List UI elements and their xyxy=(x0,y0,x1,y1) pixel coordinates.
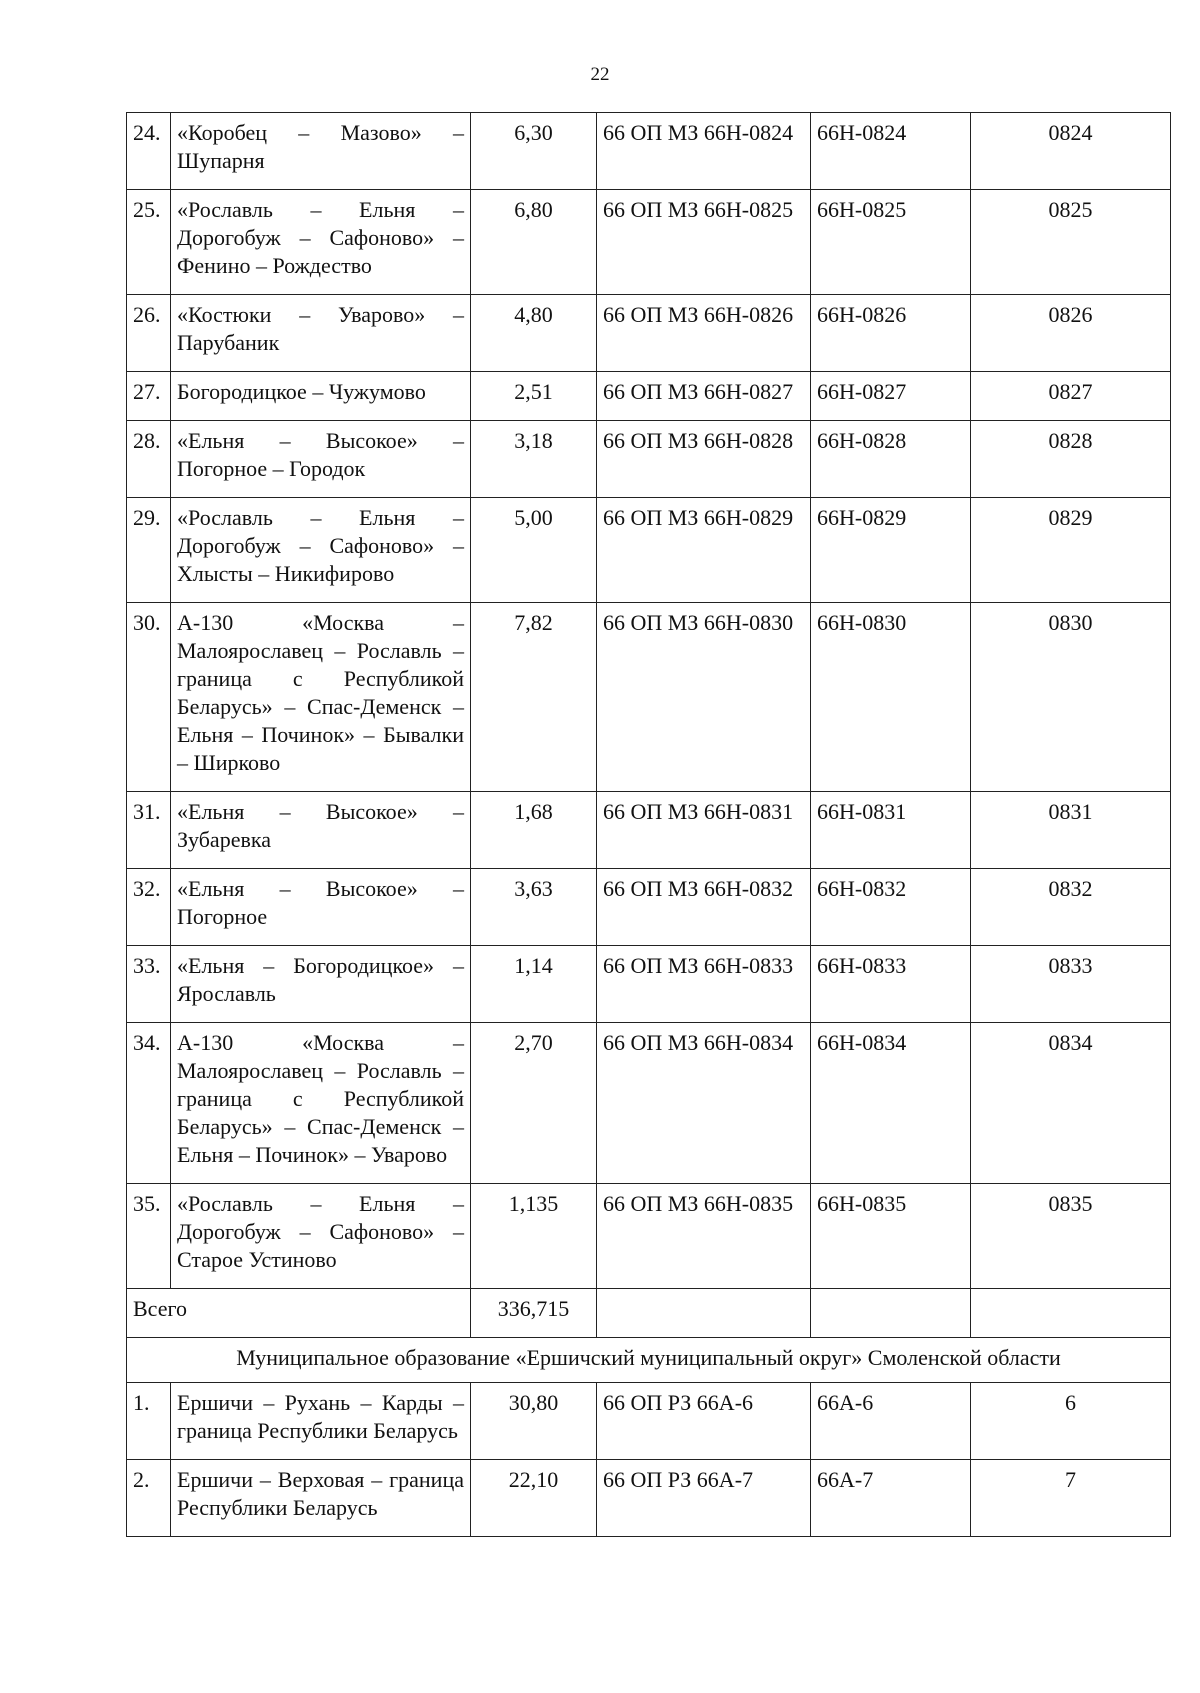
road-id-code: 66 ОП МЗ 66Н-0829 xyxy=(597,498,811,603)
road-id-code: 66 ОП МЗ 66Н-0833 xyxy=(597,946,811,1023)
table-row xyxy=(127,113,1171,190)
road-number: 0835 xyxy=(971,1184,1171,1289)
road-short-code: 66Н-0835 xyxy=(811,1184,971,1289)
row-number: 27. xyxy=(127,372,171,421)
empty-cell xyxy=(971,1289,1171,1338)
roads-table xyxy=(126,112,1171,1537)
road-id-code: 66 ОП МЗ 66Н-0826 xyxy=(597,295,811,372)
road-id-code: 66 ОП МЗ 66Н-0824 xyxy=(597,113,811,190)
road-short-code: 66Н-0831 xyxy=(811,792,971,869)
road-id-code: 66 ОП МЗ 66Н-0831 xyxy=(597,792,811,869)
road-name: А-130 «Москва – Малоярославец – Рославль – граница с Республикой Беларусь» – Спас-Деменск – Ельня – Починок» – Бывалки – Ширково xyxy=(171,603,471,792)
table-row xyxy=(127,1184,1171,1289)
road-name: «Рославль – Ельня – Дорогобуж – Сафоново» – Фенино – Рождество xyxy=(171,190,471,295)
road-short-code: 66Н-0832 xyxy=(811,869,971,946)
road-number: 0834 xyxy=(971,1023,1171,1184)
road-short-code: 66Н-0824 xyxy=(811,113,971,190)
row-number: 31. xyxy=(127,792,171,869)
road-short-code: 66Н-0830 xyxy=(811,603,971,792)
road-name: «Ельня – Высокое» – Погорное xyxy=(171,869,471,946)
road-id-code: 66 ОП РЗ 66А-7 xyxy=(597,1460,811,1537)
total-row xyxy=(127,1289,1171,1338)
table-row xyxy=(127,372,1171,421)
road-length: 2,70 xyxy=(471,1023,597,1184)
road-number: 0833 xyxy=(971,946,1171,1023)
road-short-code: 66Н-0826 xyxy=(811,295,971,372)
road-id-code: 66 ОП МЗ 66Н-0835 xyxy=(597,1184,811,1289)
road-name: Ершичи – Рухань – Карды – граница Республики Беларусь xyxy=(171,1383,471,1460)
total-length: 336,715 xyxy=(471,1289,597,1338)
road-id-code: 66 ОП МЗ 66Н-0830 xyxy=(597,603,811,792)
road-length: 7,82 xyxy=(471,603,597,792)
road-length: 22,10 xyxy=(471,1460,597,1537)
road-id-code: 66 ОП МЗ 66Н-0825 xyxy=(597,190,811,295)
table-row xyxy=(127,792,1171,869)
empty-cell xyxy=(811,1289,971,1338)
road-name: А-130 «Москва – Малоярославец – Рославль – граница с Республикой Беларусь» – Спас-Деменск – Ельня – Починок» – Уварово xyxy=(171,1023,471,1184)
road-number: 0824 xyxy=(971,113,1171,190)
table-row xyxy=(127,1023,1171,1184)
road-name: «Ельня – Высокое» – Погорное – Городок xyxy=(171,421,471,498)
section-title: Муниципальное образование «Ершичский муниципальный округ» Смоленской области xyxy=(127,1338,1171,1383)
row-number: 30. xyxy=(127,603,171,792)
road-name: «Ельня – Богородицкое» – Ярославль xyxy=(171,946,471,1023)
road-length: 6,30 xyxy=(471,113,597,190)
row-number: 28. xyxy=(127,421,171,498)
road-id-code: 66 ОП МЗ 66Н-0828 xyxy=(597,421,811,498)
road-number: 0831 xyxy=(971,792,1171,869)
road-length: 1,135 xyxy=(471,1184,597,1289)
empty-cell xyxy=(597,1289,811,1338)
road-short-code: 66Н-0828 xyxy=(811,421,971,498)
table-row xyxy=(127,1383,1171,1460)
road-length: 30,80 xyxy=(471,1383,597,1460)
page-number: 22 xyxy=(590,64,610,85)
road-short-code: 66Н-0827 xyxy=(811,372,971,421)
row-number: 29. xyxy=(127,498,171,603)
row-number: 1. xyxy=(127,1383,171,1460)
road-length: 3,18 xyxy=(471,421,597,498)
road-length: 1,68 xyxy=(471,792,597,869)
road-short-code: 66Н-0834 xyxy=(811,1023,971,1184)
road-id-code: 66 ОП РЗ 66А-6 xyxy=(597,1383,811,1460)
road-short-code: 66Н-0825 xyxy=(811,190,971,295)
road-length: 6,80 xyxy=(471,190,597,295)
road-length: 3,63 xyxy=(471,869,597,946)
road-name: Ершичи – Верховая – граница Республики Беларусь xyxy=(171,1460,471,1537)
table-row xyxy=(127,190,1171,295)
row-number: 35. xyxy=(127,1184,171,1289)
road-short-code: 66А-6 xyxy=(811,1383,971,1460)
road-short-code: 66Н-0829 xyxy=(811,498,971,603)
road-name: Богородицкое – Чужумово xyxy=(171,372,471,421)
row-number: 25. xyxy=(127,190,171,295)
table-row xyxy=(127,498,1171,603)
road-number: 0827 xyxy=(971,372,1171,421)
table-row xyxy=(127,603,1171,792)
road-number: 6 xyxy=(971,1383,1171,1460)
road-length: 5,00 xyxy=(471,498,597,603)
road-number: 7 xyxy=(971,1460,1171,1537)
road-name: «Коробец – Мазово» – Шупарня xyxy=(171,113,471,190)
road-length: 1,14 xyxy=(471,946,597,1023)
road-length: 4,80 xyxy=(471,295,597,372)
table-row xyxy=(127,946,1171,1023)
road-number: 0829 xyxy=(971,498,1171,603)
road-length: 2,51 xyxy=(471,372,597,421)
table-row xyxy=(127,869,1171,946)
row-number: 2. xyxy=(127,1460,171,1537)
road-id-code: 66 ОП МЗ 66Н-0827 xyxy=(597,372,811,421)
road-name: «Рославль – Ельня – Дорогобуж – Сафоново» – Хлысты – Никифирово xyxy=(171,498,471,603)
table-row xyxy=(127,421,1171,498)
total-label: Всего xyxy=(127,1289,471,1338)
table-row xyxy=(127,295,1171,372)
road-name: «Костюки – Уварово» – Парубаник xyxy=(171,295,471,372)
road-number: 0825 xyxy=(971,190,1171,295)
road-name: «Ельня – Высокое» – Зубаревка xyxy=(171,792,471,869)
road-short-code: 66А-7 xyxy=(811,1460,971,1537)
road-id-code: 66 ОП МЗ 66Н-0832 xyxy=(597,869,811,946)
row-number: 24. xyxy=(127,113,171,190)
row-number: 34. xyxy=(127,1023,171,1184)
section-header-row xyxy=(127,1338,1171,1383)
table-row xyxy=(127,1460,1171,1537)
road-name: «Рославль – Ельня – Дорогобуж – Сафоново» – Старое Устиново xyxy=(171,1184,471,1289)
road-id-code: 66 ОП МЗ 66Н-0834 xyxy=(597,1023,811,1184)
row-number: 32. xyxy=(127,869,171,946)
road-short-code: 66Н-0833 xyxy=(811,946,971,1023)
road-number: 0826 xyxy=(971,295,1171,372)
road-number: 0830 xyxy=(971,603,1171,792)
row-number: 33. xyxy=(127,946,171,1023)
road-number: 0832 xyxy=(971,869,1171,946)
road-number: 0828 xyxy=(971,421,1171,498)
row-number: 26. xyxy=(127,295,171,372)
